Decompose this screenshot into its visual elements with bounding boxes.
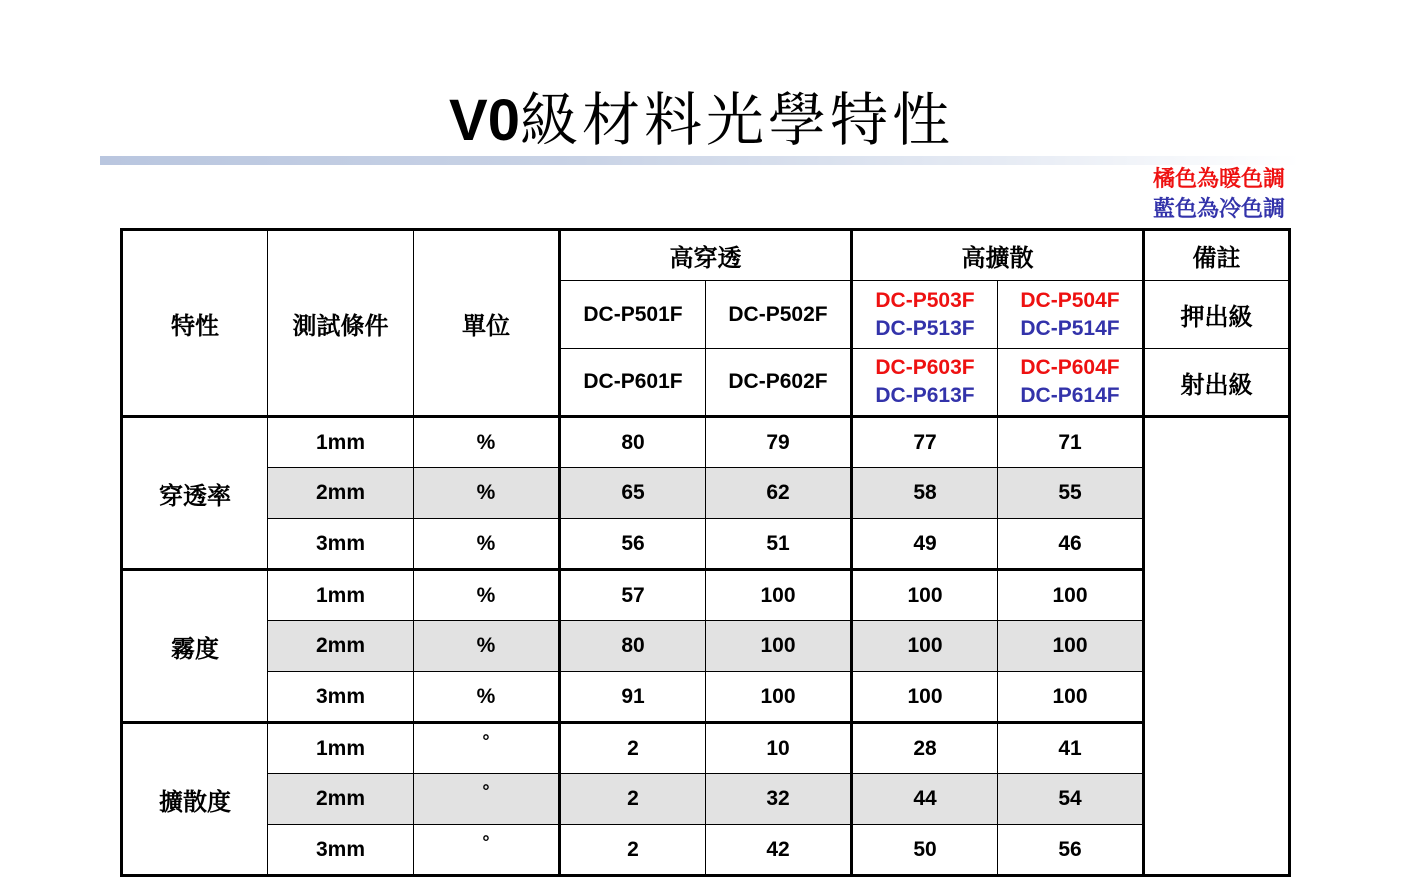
model-cool: DC-P513F [875, 316, 975, 340]
table-row [122, 621, 1290, 672]
value-cell: 28 [852, 723, 998, 774]
condition-cell: 1mm [268, 417, 414, 468]
header-condition: 測試條件 [268, 230, 414, 417]
value-cell: 41 [998, 723, 1144, 774]
value-cell: 77 [852, 417, 998, 468]
unit-cell: % [414, 621, 560, 672]
table-row [122, 723, 1290, 774]
value-cell: 56 [560, 519, 706, 570]
color-legend [1153, 164, 1285, 224]
table-row [122, 519, 1290, 570]
header-group-transmission: 高穿透 [560, 230, 852, 281]
model-warm: DC-P604F [1020, 356, 1120, 379]
table-row [122, 774, 1290, 825]
value-cell: 100 [852, 621, 998, 672]
unit-cell: % [414, 570, 560, 621]
property-diffusion: 擴散度 [122, 723, 268, 876]
value-cell: 44 [852, 774, 998, 825]
model-cool: DC-P514F [1020, 316, 1120, 340]
title-underline [100, 156, 1300, 165]
model-cell [852, 349, 998, 417]
value-cell: 32 [706, 774, 852, 825]
model-cell: DC-P502F [706, 281, 852, 349]
value-cell: 51 [706, 519, 852, 570]
condition-cell: 3mm [268, 519, 414, 570]
property-haze: 霧度 [122, 570, 268, 723]
remark-extrusion: 押出級 [1144, 281, 1290, 349]
value-cell: 100 [852, 570, 998, 621]
value-cell: 57 [560, 570, 706, 621]
value-cell: 100 [706, 672, 852, 723]
unit-cell: % [414, 672, 560, 723]
model-warm: DC-P504F [1020, 288, 1120, 312]
degree-symbol: ° [482, 730, 490, 751]
value-cell: 55 [998, 468, 1144, 519]
table-row [122, 825, 1290, 876]
unit-cell [414, 825, 560, 876]
condition-cell: 1mm [268, 723, 414, 774]
header-group-diffusion: 高擴散 [852, 230, 1144, 281]
model-cell: DC-P602F [706, 349, 852, 417]
condition-cell: 3mm [268, 825, 414, 876]
value-cell: 65 [560, 468, 706, 519]
model-cool: DC-P613F [875, 384, 975, 407]
unit-cell: % [414, 519, 560, 570]
value-cell: 2 [560, 774, 706, 825]
table-row [122, 417, 1290, 468]
value-cell: 100 [706, 621, 852, 672]
header-remark: 備註 [1144, 230, 1290, 281]
optical-properties-table [120, 228, 1291, 877]
model-warm: DC-P503F [875, 288, 975, 312]
value-cell: 91 [560, 672, 706, 723]
table-row [122, 570, 1290, 621]
table-row [122, 468, 1290, 519]
model-cool: DC-P614F [1020, 384, 1120, 407]
condition-cell: 2mm [268, 621, 414, 672]
value-cell: 56 [998, 825, 1144, 876]
value-cell: 49 [852, 519, 998, 570]
value-cell: 54 [998, 774, 1144, 825]
value-cell: 2 [560, 825, 706, 876]
header-unit: 單位 [414, 230, 560, 417]
value-cell: 58 [852, 468, 998, 519]
remark-injection: 射出級 [1144, 349, 1290, 417]
value-cell: 100 [706, 570, 852, 621]
unit-cell: % [414, 417, 560, 468]
header-property: 特性 [122, 230, 268, 417]
degree-symbol: ° [482, 781, 490, 801]
unit-cell [414, 774, 560, 825]
condition-cell: 2mm [268, 774, 414, 825]
title-prefix: V0 [449, 88, 520, 153]
value-cell: 62 [706, 468, 852, 519]
value-cell: 80 [560, 417, 706, 468]
model-cell [852, 281, 998, 349]
model-warm: DC-P603F [875, 356, 975, 379]
unit-cell: % [414, 468, 560, 519]
value-cell: 42 [706, 825, 852, 876]
condition-cell: 2mm [268, 468, 414, 519]
unit-cell [414, 723, 560, 774]
model-cell [998, 281, 1144, 349]
model-cell [998, 349, 1144, 417]
legend-warm: 橘色為暖色調 [1152, 166, 1285, 192]
value-cell: 100 [998, 621, 1144, 672]
value-cell: 71 [998, 417, 1144, 468]
model-cell: DC-P501F [560, 281, 706, 349]
title-text: 級材料光學特性 [519, 86, 954, 154]
table-row [122, 672, 1290, 723]
value-cell: 100 [998, 570, 1144, 621]
value-cell: 46 [998, 519, 1144, 570]
property-transmittance: 穿透率 [122, 417, 268, 570]
value-cell: 100 [998, 672, 1144, 723]
remark-empty-cell [1144, 417, 1290, 876]
value-cell: 50 [852, 825, 998, 876]
value-cell: 80 [560, 621, 706, 672]
value-cell: 100 [852, 672, 998, 723]
value-cell: 79 [706, 417, 852, 468]
degree-symbol: ° [482, 831, 490, 852]
value-cell: 2 [560, 723, 706, 774]
legend-cool: 藍色為冷色調 [1152, 196, 1285, 222]
value-cell: 10 [706, 723, 852, 774]
model-cell: DC-P601F [560, 349, 706, 417]
page-title [0, 80, 1403, 161]
condition-cell: 1mm [268, 570, 414, 621]
condition-cell: 3mm [268, 672, 414, 723]
